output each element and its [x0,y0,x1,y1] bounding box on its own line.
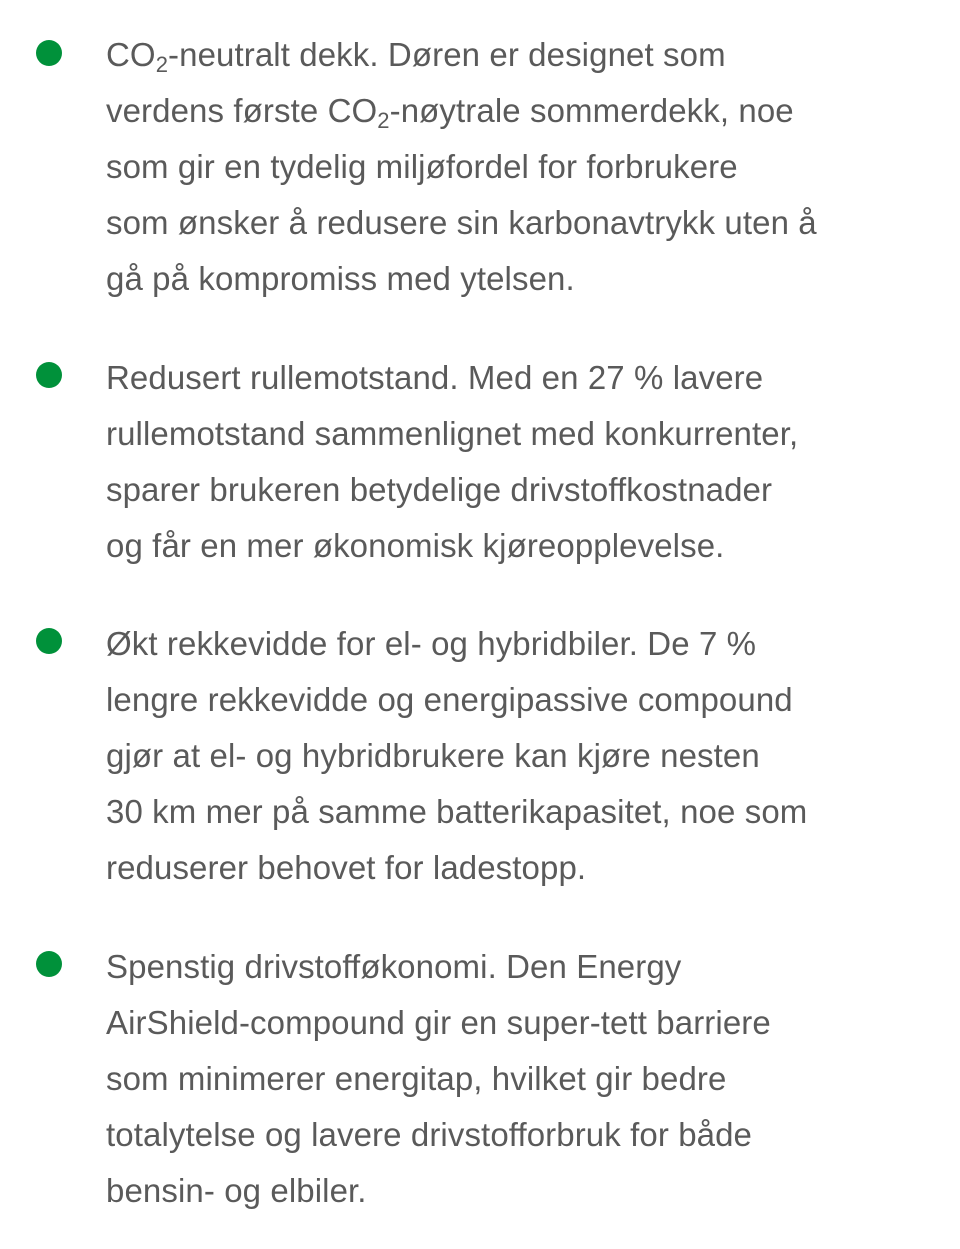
text-line: Spenstig drivstofføkonomi. Den Energy [106,948,682,985]
text-line: verdens første $CO_2$-nøytrale sommerdekk, noe [106,92,794,133]
text-line: totalytelse og lavere drivstofforbruk for både [106,1116,753,1153]
text-line: reduserer behovet for ladestopp. [106,849,587,886]
text-line: rullemotstand sammenlignet med konkurrenter, [106,415,799,452]
text-line: og får en mer økonomisk kjøreopplevelse. [106,527,725,564]
text-line: AirShield-compound gir en super-tett barriere [106,1004,771,1041]
text-line: Økt rekkevidde for el- og hybridbiler. De 7 % [106,625,757,662]
list-item-text [106,939,926,1219]
bullet-dot-icon [36,951,62,977]
bullet-dot-icon [36,40,62,66]
text-line: Redusert rullemotstand. Med en 27 % lavere [106,359,764,396]
text-line: sparer brukeren betydelige drivstoffkostnader [106,471,773,508]
text-line: som ønsker å redusere sin karbonavtrykk uten å [106,204,817,241]
text-line: gå på kompromiss med ytelsen. [106,260,575,297]
text-line: som gir en tydelig miljøfordel for forbrukere [106,148,738,185]
text-line: lengre rekkevidde og energipassive compound [106,681,793,718]
text-line: bensin- og elbiler. [106,1172,367,1209]
bullet-dot-icon [36,362,62,388]
list-item-text [106,27,926,307]
list-item-text [106,350,926,574]
text-line: gjør at el- og hybridbrukere kan kjøre nesten [106,737,760,774]
text-line: 30 km mer på samme batterikapasitet, noe som [106,793,808,830]
text-line: som minimerer energitap, hvilket gir bedre [106,1060,727,1097]
bullet-dot-icon [36,628,62,654]
text-line: $CO_2$-neutralt dekk. Døren er designet som [106,36,726,77]
list-item-text [106,616,926,896]
